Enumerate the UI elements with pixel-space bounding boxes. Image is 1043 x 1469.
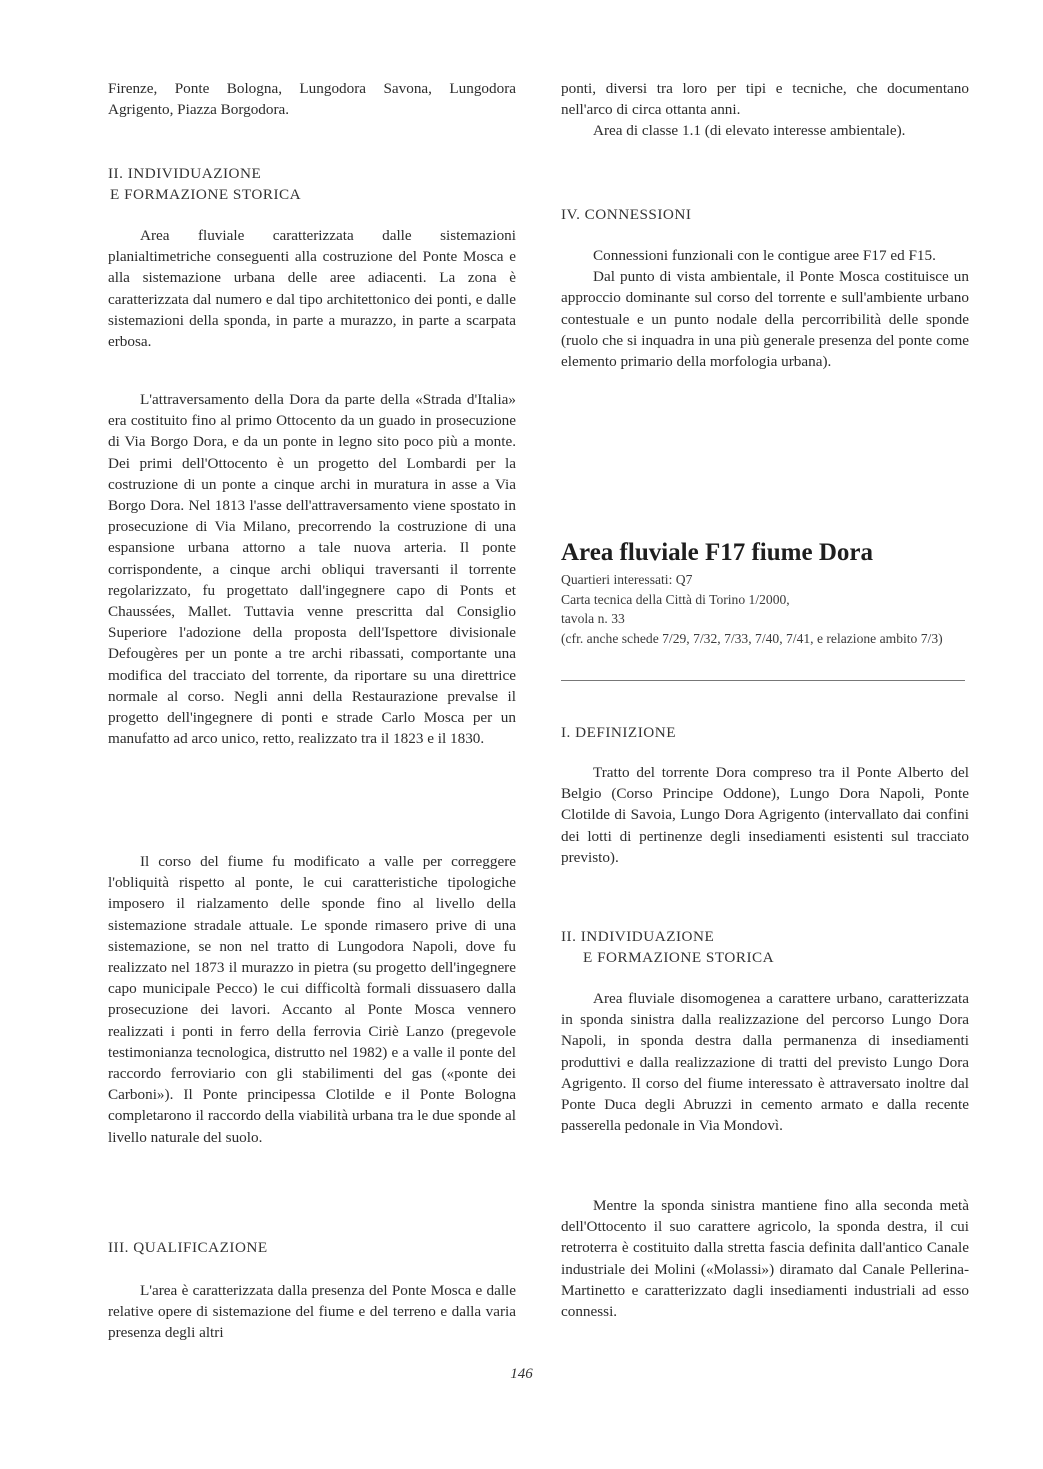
section-heading [561, 204, 969, 225]
tavola-line: tavola n. 33 [561, 611, 625, 627]
heading-line-2: E FORMAZIONE STORICA [110, 186, 302, 204]
paragraph-block [108, 389, 516, 749]
quartieri-line: Quartieri interessati: Q7 [561, 572, 693, 587]
paragraph-block [561, 78, 969, 142]
intro-block [108, 78, 516, 120]
divider [561, 680, 965, 681]
section-heading [108, 1237, 516, 1258]
heading-line: I. DEFINIZIONE [561, 724, 676, 741]
paragraph: L'attraversamento della Dora da parte della «Strada d'Italia» era costituito fino al primo Ottocento da un guado in prosecuzione di Via Borgo Dora, e da un ponte in legno sito poco più a monte. Dei primi dell'Ottocento è un progetto del Lombardi per la costruzione di un ponte a cinque archi in muratura in asse a Via Borgo Dora. Nel 1813 l'asse dell'attraversamento viene spostato in prosecuzione di Via Milano, precorrendo la costruzione di una espansione urbana attorno a tale nuova arteria. Il ponte corrispondente, a cinque archi obliqui traversanti il torrente regolarizzato, fu progettato dall'ingegnere capo di Ponts et Chaussées, Mallet. Tuttavia venne prescritta dal Consiglio Superiore l'adozione della proposta dell'Ispettore divisionale Defougères per un ponte a tre archi ribassati, comportante una modifica del tracciato del torrente, da riportare su una direttrice normale al corso. Negli anni della Restaurazione prevalse il progetto dell'ingegnere di ponti e strade Carlo Mosca per un manufatto ad arco unico, retto, realizzato tra il 1823 e il 1830. [108, 391, 516, 748]
heading-line-1: II. INDIVIDUAZIONE [561, 928, 715, 945]
section-heading [561, 722, 969, 743]
paragraph: Area fluviale caratterizzata dalle sistemazioni planialtimetriche conseguenti alla costruzione del Ponte Mosca e alla sistemazione urbana delle aree adiacenti. La zona è caratterizzata dal numero e dal tipo architettonico dei ponti, e dalle sistemazioni della sponda, in parte a murazzo, in parte a scarpata erbosa. [108, 227, 516, 351]
paragraph: ponti, diversi tra loro per tipi e tecniche, che documentano nell'arco di circa ottanta anni. [561, 80, 969, 119]
paragraph-block [561, 988, 969, 1136]
cfr-line: (cfr. anche schede 7/29, 7/32, 7/33, 7/40, 7/41, e relazione ambito 7/3) [561, 630, 943, 646]
section-heading [561, 926, 969, 968]
paragraph: Tratto del torrente Dora compreso tra il Ponte Alberto del Belgio (Corso Principe Oddone), Lungo Dora Napoli, Ponte Clotilde di Savoia, Lungo Dora Agrigento (intervallato dai confini dei lotti di pertinenze degli insediamenti esistenti sul tracciato previsto). [561, 764, 969, 866]
paragraph-block [561, 245, 969, 372]
paragraph-block [561, 762, 969, 868]
paragraph: Mentre la sponda sinistra mantiene fino alla seconda metà dell'Ottocento il suo carattere agricolo, la sponda destra, il cui retroterra è costituito dalla stretta fascia definita dall'antico Canale industriale dei Molini («Molassi») diramato dal Canale Pellerina-Martinetto e caratterizzato dagli insediamenti industriali ad esso connessi. [561, 1197, 969, 1321]
paragraph: Dal punto di vista ambientale, il Ponte Mosca costituisce un approccio dominante sul corso del torrente e sull'ambiente urbano contestuale e un punto nodale della percorribilità delle sponde (ruolo che si inquadra in una più generale presenza del ponte come elemento primario della morfologia urbana). [561, 268, 969, 371]
carta-line: Carta tecnica della Città di Torino 1/2000, [561, 591, 790, 607]
heading-line [561, 926, 969, 968]
paragraph-block [108, 851, 516, 1148]
paragraph: Il corso del fiume fu modificato a valle per correggere l'obliquità rispetto al ponte, le cui caratteristiche tipologiche imposero il rialzamento delle sponde fino al livello della sistemazione stradale attuale. Le sponde rimasero prive di una sistemazione, se non nel tratto di Lungodora Napoli, dove fu realizzato nel 1873 il murazzo in pietra (su progetto dell'ingegnere capo municipale Pecco) le cui difficoltà formali dissuasero dalla prosecuzione dei lavori. Accanto al Ponte Mosca vennero realizzati i ponti in ferro della ferrovia Ciriè Lanzo (pregevole testimonianza tecnologica, distrutto nel 1982) e a valle il ponte del raccordo ferroviario con gli stabilimenti del gas («ponte dei Carboni»). Il Ponte principessa Clotilde e il Ponte Bologna completarono il raccordo della viabilità urbana tra le due sponde al livello naturale del suolo. [108, 853, 516, 1146]
area-title: Area fluviale F17 fiume Dora [561, 539, 873, 566]
intro-paragraph: Firenze, Ponte Bologna, Lungodora Savona, Lungodora Agrigento, Piazza Borgodora. [108, 80, 516, 119]
heading-line-2: E FORMAZIONE STORICA [583, 949, 775, 967]
paragraph-block [108, 225, 516, 352]
section-heading [108, 163, 516, 205]
heading-line-1: II. INDIVIDUAZIONE [108, 165, 262, 182]
area-meta [561, 570, 969, 648]
paragraph: Connessioni funzionali con le contigue aree F17 ed F15. [593, 247, 936, 264]
heading-line: III. QUALIFICAZIONE [108, 1239, 268, 1256]
area-header [561, 538, 969, 648]
paragraph: Area fluviale disomogenea a carattere urbano, caratterizzata in sponda sinistra dalla realizzazione del percorso Lungo Dora Napoli, in sponda destra dalla permanenza di insediamenti produttivi e dalla realizzazione di tratti del previsto Lungo Dora Agrigento. Il corso del fiume interessato è attraversato inoltre dal Ponte Duca degli Abruzzi in cemento armato e dalla recente passerella pedonale in Via Mondovì. [561, 990, 969, 1135]
paragraph-block [108, 1280, 516, 1344]
paragraph: L'area è caratterizzata dalla presenza del Ponte Mosca e dalle relative opere di sistemazione del fiume e del terreno e dalla varia presenza degli altri [108, 1282, 516, 1342]
heading-line [108, 163, 516, 205]
paragraph: Area di classe 1.1 (di elevato interesse ambientale). [593, 122, 906, 140]
page-number: 146 [510, 1366, 533, 1382]
paragraph-block [561, 1195, 969, 1322]
heading-line: IV. CONNESSIONI [561, 206, 692, 223]
